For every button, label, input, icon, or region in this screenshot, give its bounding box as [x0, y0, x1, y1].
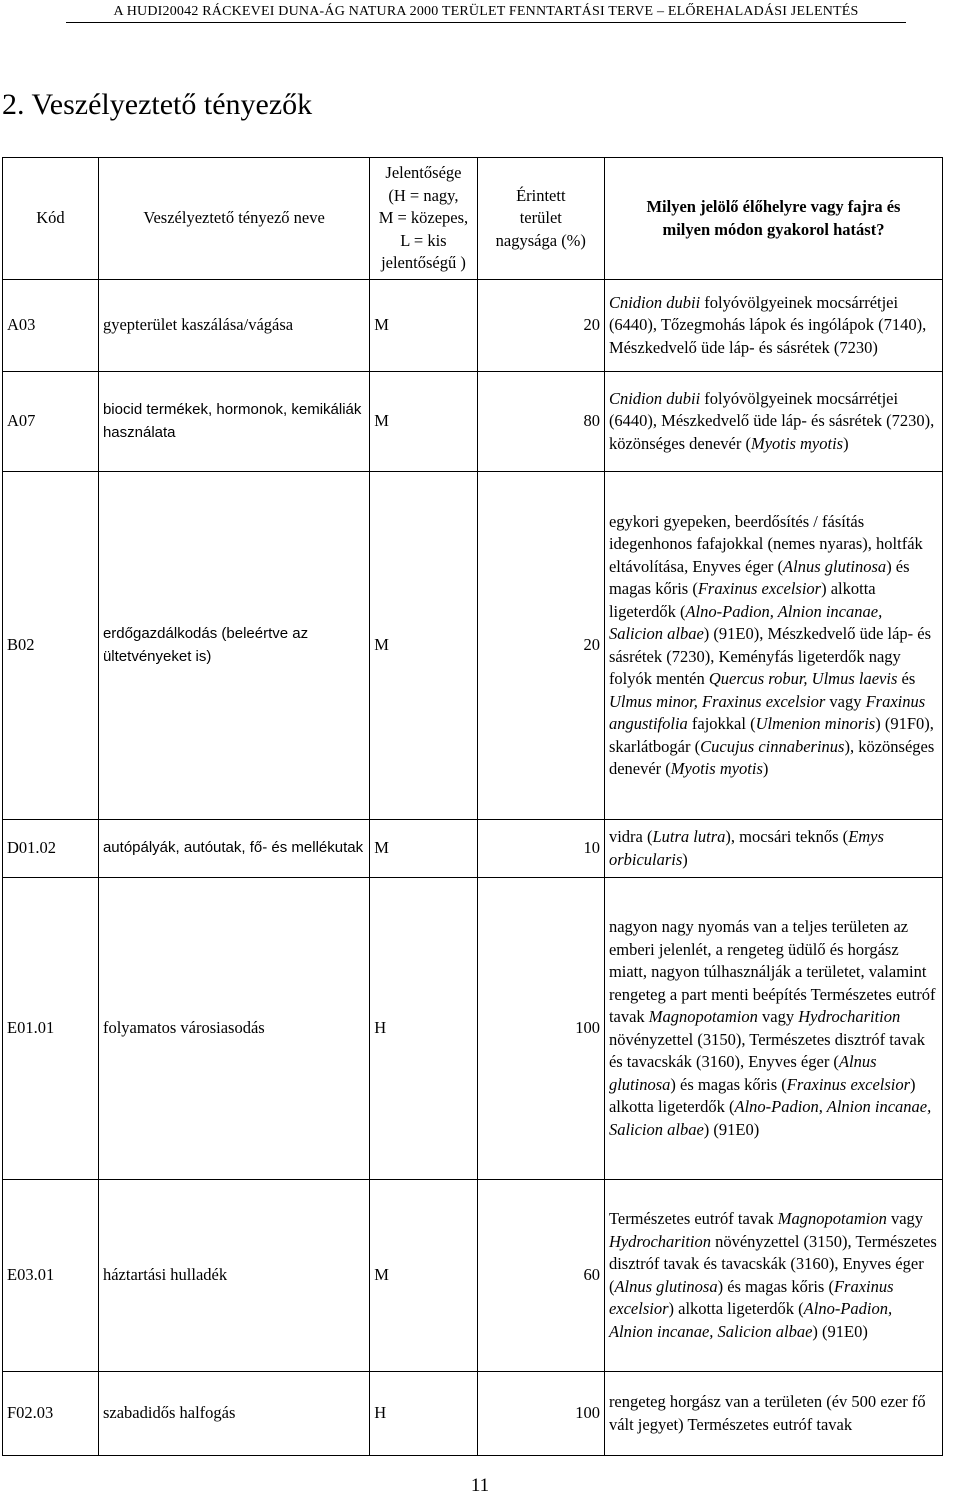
cell-area: 100 — [477, 1372, 604, 1456]
significance-header-line: M = közepes, — [378, 208, 469, 228]
significance-header-line: (H = nagy, — [388, 185, 459, 205]
area-header-line: nagysága (%) — [495, 230, 586, 250]
page-number: 11 — [470, 1475, 490, 1496]
cell-name: háztartási hulladék — [98, 1180, 369, 1372]
table-row — [3, 878, 943, 1180]
cell-code: B02 — [3, 472, 99, 820]
cell-significance: M — [370, 280, 477, 372]
table-row — [3, 372, 943, 472]
section-title: 2. Veszélyeztető tényezők — [2, 88, 313, 121]
cell-effect: Természetes eutróf tavak Magnopotamion vagy Hydrocharition növényzettel (3150), Természetes disztróf tavak és tavacskák (3160), Enyves éger (Alnus glutinosa) és magas kőris (Fraxinus excelsior) alkotta ligeterdők (Alno-Padion, Alnion incanae, Salicion albae) (91E0) — [604, 1180, 942, 1372]
table-row — [3, 1180, 943, 1372]
cell-effect: nagyon nagy nyomás van a teljes területen az emberi jelenlét, a rengeteg üdülő és horgász miatt, nagyon túlhasználják a területet, valamint rengeteg a part menti beépítés Természetes eutróf tavak Magnopotamion vagy Hydrocharition növényzettel (3150), Természetes disztróf tavak és tavacskák (3160), Enyves éger (Alnus glutinosa) és magas kőris (Fraxinus excelsior) alkotta ligeterdők (Alno-Padion, Alnion incanae, Salicion albae) (91E0) — [604, 878, 942, 1180]
cell-area: 10 — [477, 820, 604, 878]
col-header-significance — [370, 158, 477, 280]
cell-effect: Cnidion dubii folyóvölgyeinek mocsárrétjei (6440), Mészkedvelő üde láp- és sásrétek (7230), közönséges denevér (Myotis myotis) — [604, 372, 942, 472]
significance-header-line: jelentőségű ) — [381, 253, 466, 273]
col-header-code: Kód — [3, 158, 99, 280]
cell-effect: Cnidion dubii folyóvölgyeinek mocsárrétjei (6440), Tőzegmohás lápok és ingólápok (7140), Mészkedvelő üde láp- és sásrétek (7230) — [604, 280, 942, 372]
cell-name: folyamatos városiasodás — [98, 878, 369, 1180]
cell-significance: M — [370, 372, 477, 472]
effect-header-line: milyen módon gyakorol hatást? — [662, 219, 885, 239]
cell-area: 20 — [477, 280, 604, 372]
cell-name: biocid termékek, hormonok, kemikáliák használata — [98, 372, 369, 472]
cell-area: 20 — [477, 472, 604, 820]
cell-name: gyepterület kaszálása/vágása — [98, 280, 369, 372]
cell-code: E01.01 — [3, 878, 99, 1180]
area-header-line: Érintett — [516, 185, 566, 205]
running-header: A HUDI20042 RÁCKEVEI DUNA-ÁG NATURA 2000 TERÜLET FENNTARTÁSI TERVE – ELŐREHALADÁSI JELENTÉS — [113, 4, 859, 19]
table-row — [3, 472, 943, 820]
cell-effect: vidra (Lutra lutra), mocsári teknős (Emys orbicularis) — [604, 820, 942, 878]
cell-name: autópályák, autóutak, fő- és mellékutak — [98, 820, 369, 878]
cell-area: 80 — [477, 372, 604, 472]
table-header-row — [3, 158, 943, 280]
table-row — [3, 280, 943, 372]
threats-table — [2, 157, 943, 1456]
cell-area: 60 — [477, 1180, 604, 1372]
col-header-effect — [604, 158, 942, 280]
cell-significance: M — [370, 820, 477, 878]
area-header-line: terület — [519, 208, 562, 228]
cell-significance: M — [370, 1180, 477, 1372]
significance-header-line: Jelentősége — [385, 163, 462, 183]
header-rule — [66, 22, 906, 23]
cell-code: D01.02 — [3, 820, 99, 878]
cell-code: E03.01 — [3, 1180, 99, 1372]
cell-significance: H — [370, 878, 477, 1180]
cell-significance: H — [370, 1372, 477, 1456]
cell-name: szabadidős halfogás — [98, 1372, 369, 1456]
cell-code: A03 — [3, 280, 99, 372]
effect-header-line: Milyen jelölő élőhelyre vagy fajra és — [646, 197, 901, 216]
cell-area: 100 — [477, 878, 604, 1180]
cell-name: erdőgazdálkodás (beleértve az ültetvényeket is) — [98, 472, 369, 820]
cell-effect: rengeteg horgász van a területen (év 500 ezer fő vált jegyet) Természetes eutróf tavak — [604, 1372, 942, 1456]
col-header-area — [477, 158, 604, 280]
table-row — [3, 820, 943, 878]
significance-header-line: L = kis — [400, 230, 447, 250]
cell-code: A07 — [3, 372, 99, 472]
cell-code: F02.03 — [3, 1372, 99, 1456]
col-header-name: Veszélyeztető tényező neve — [98, 158, 369, 280]
table-row — [3, 1372, 943, 1456]
cell-effect: egykori gyepeken, beerdősítés / fásítás idegenhonos fafajokkal (nemes nyaras), holtfák eltávolítása, Enyves éger (Alnus glutinosa) és magas kőris (Fraxinus excelsior) alkotta ligeterdők (Alno-Padion, Alnion incanae, Salicion albae) (91E0), Mészkedvelő üde láp- és sásrétek (7230), Keményfás ligeterdők nagy folyók mentén Quercus robur, Ulmus laevis és Ulmus minor, Fraxinus excelsior vagy Fraxinus angustifolia fajokkal (Ulmenion minoris) (91F0), skarlátbogár (Cucujus cinnaberinus), közönséges denevér (Myotis myotis) — [604, 472, 942, 820]
cell-significance: M — [370, 472, 477, 820]
